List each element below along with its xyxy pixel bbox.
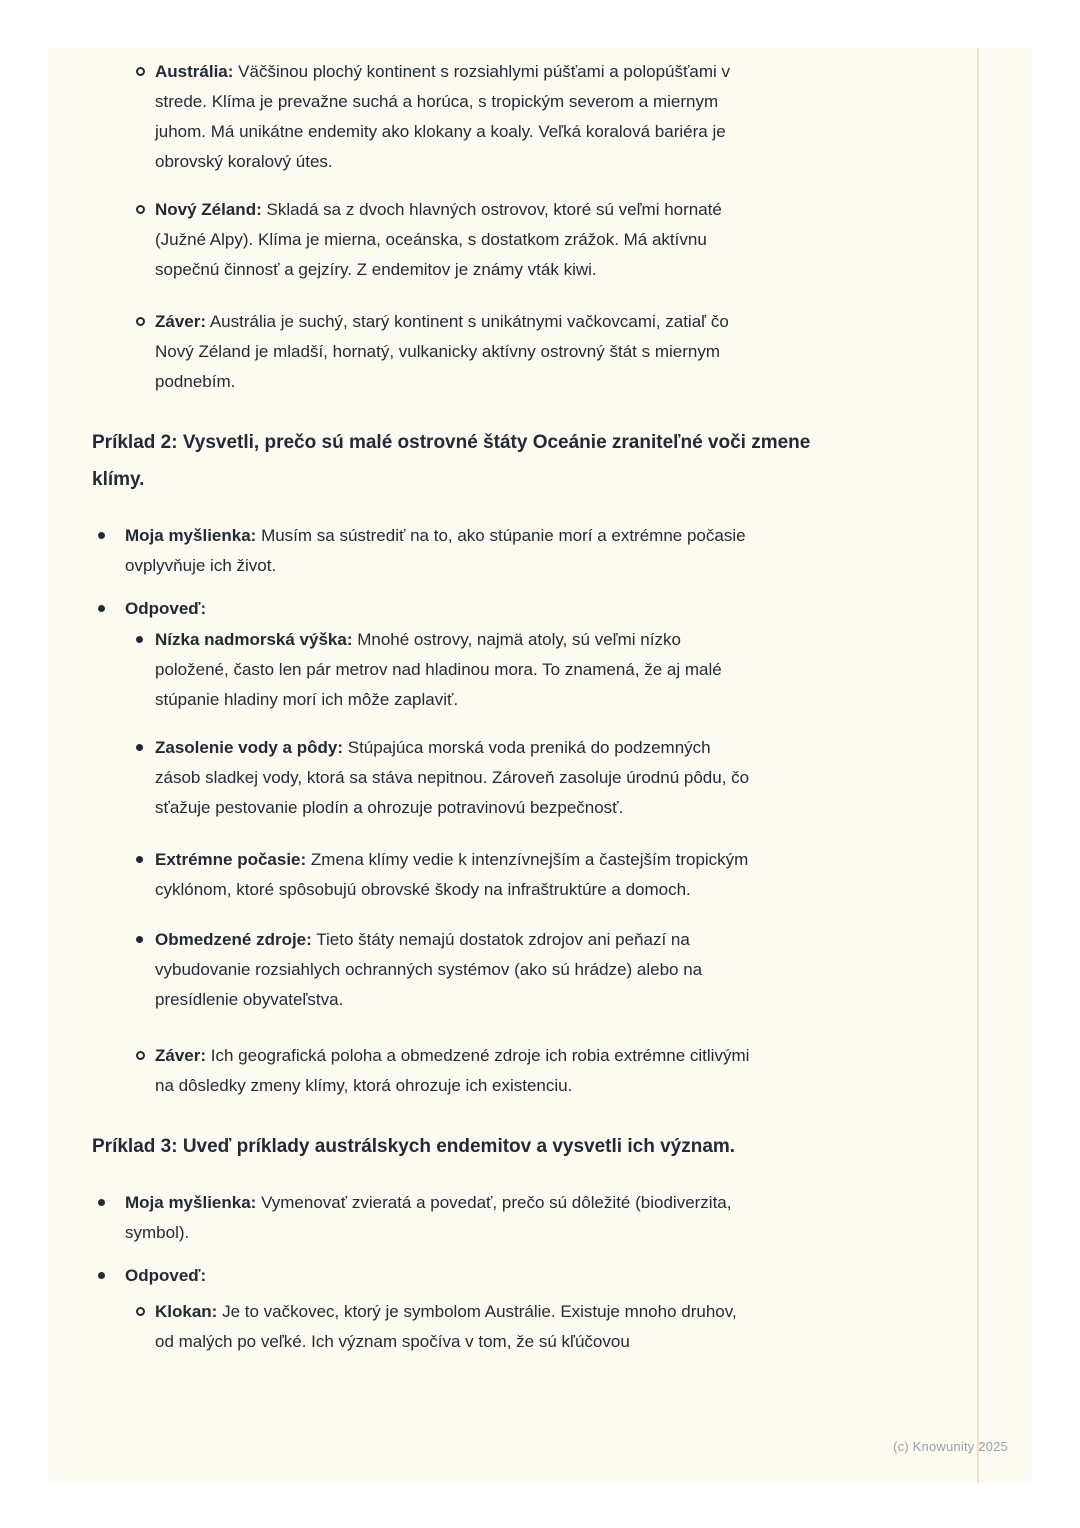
list-item-text — [155, 925, 755, 1015]
list-item-text — [125, 594, 765, 624]
list-item-body: Mnohé ostrovy, najmä atoly, sú veľmi nízko položené, často len pár metrov nad hladinou mora. To znamená, že aj malé stúpanie hladiny morí ich môže zaplaviť. — [155, 630, 722, 709]
bullet-disc-icon — [136, 744, 143, 751]
list-item-label: Zasolenie vody a pôdy: — [155, 738, 343, 757]
list-item-body: Austrália je suchý, starý kontinent s unikátnymi vačkovcami, zatiaľ čo Nový Zéland je mladší, hornatý, vulkanicky aktívny ostrovný štát s miernym podnebím. — [155, 312, 729, 391]
list-item-body: Ich geografická poloha a obmedzené zdroje ich robia extrémne citlivými na dôsledky zmeny klímy, ktorá ohrozuje ich existenciu. — [155, 1046, 750, 1095]
list-item-text — [125, 1261, 765, 1291]
list-item-text — [155, 733, 755, 823]
list-item-label: Nízka nadmorská výška: — [155, 630, 353, 649]
list-item-text — [155, 845, 755, 905]
list-item — [92, 195, 834, 285]
list-item-text — [155, 1041, 755, 1101]
list-item-label: Klokan: — [155, 1302, 218, 1321]
list-item-body: Tieto štáty nemajú dostatok zdrojov ani peňazí na vybudovanie rozsiahlych ochranných systémov (ako sú hrádze) alebo na presídlenie obyvateľstva. — [155, 930, 703, 1009]
list-item-body: Stúpajúca morská voda preniká do podzemných zásob sladkej vody, ktorá sa stáva nepitnou. Zároveň zasoluje úrodnú pôdu, čo sťažuje pestovanie plodín a ohrozuje potravinovú bezpečnosť. — [155, 738, 750, 817]
list-item — [92, 57, 834, 177]
list-item-body: Skladá sa z dvoch hlavných ostrovov, ktoré sú veľmi hornaté (Južné Alpy). Klíma je mierna, oceánska, s dostatkom zrážok. Má aktívnu sopečnú činnosť a gejzíry. Z endemitov je známy vták kiwi. — [155, 200, 722, 279]
list-item-label: Odpoveď: — [125, 1266, 207, 1285]
list-item-label: Odpoveď: — [125, 599, 207, 618]
list-item-label: Obmedzené zdroje: — [155, 930, 312, 949]
bullet-circle-icon — [136, 1051, 145, 1060]
section-heading: Príklad 2: Vysvetli, prečo sú malé ostrovné štáty Oceánie zraniteľné voči zmene klímy. — [92, 432, 811, 490]
list-item-text — [125, 521, 765, 581]
bullet-disc-icon — [98, 532, 105, 539]
list-item-label: Moja myšlienka: — [125, 526, 257, 545]
list-item-label: Moja myšlienka: — [125, 1193, 257, 1212]
note-content — [92, 57, 834, 1357]
section-heading: Príklad 3: Uveď príklady austrálskych endemitov a vysvetli ich význam. — [92, 1136, 736, 1157]
list-item-text — [155, 57, 755, 177]
bullet-disc-icon — [136, 856, 143, 863]
list-item — [92, 1297, 834, 1357]
list-item-text — [155, 625, 755, 715]
list-item-label: Austrália: — [155, 62, 234, 81]
list-item — [92, 845, 834, 905]
list-item-body: Vymenovať zvieratá a povedať, prečo sú dôležité (biodiverzita, symbol). — [125, 1193, 732, 1242]
list-item-text — [155, 307, 755, 397]
list-item-text — [155, 195, 755, 285]
list-item-label: Záver: — [155, 312, 207, 331]
list-item — [92, 521, 834, 581]
bullet-disc-icon — [98, 605, 105, 612]
list-item — [92, 594, 834, 624]
list-item-label: Záver: — [155, 1046, 207, 1065]
list-item-body: Musím sa sústrediť na to, ako stúpanie morí a extrémne počasie ovplyvňuje ich život. — [125, 526, 746, 575]
list-item — [92, 1188, 834, 1248]
list-item — [92, 307, 834, 397]
list-item-body: Je to vačkovec, ktorý je symbolom Austrálie. Existuje mnoho druhov, od malých po veľké. Ich význam spočíva v tom, že sú kľúčovou — [155, 1302, 737, 1351]
bullet-circle-icon — [136, 1307, 145, 1316]
bullet-disc-icon — [136, 936, 143, 943]
list-item-text — [155, 1297, 755, 1357]
list-item-body: Zmena klímy vedie k intenzívnejším a častejším tropickým cyklónom, ktoré spôsobujú obrovské škody na infraštruktúre a domoch. — [155, 850, 749, 899]
list-item-text — [125, 1188, 765, 1248]
bullet-circle-icon — [136, 205, 145, 214]
note-page-card — [48, 48, 1032, 1483]
bullet-disc-icon — [136, 636, 143, 643]
list-item — [92, 925, 834, 1015]
bullet-disc-icon — [98, 1199, 105, 1206]
list-item-body: Väčšinou plochý kontinent s rozsiahlymi púšťami a polopúšťami v strede. Klíma je prevažne suchá a horúca, s tropickým severom a miernym juhom. Má unikátne endemity ako klokany a koaly. Veľká koralová bariéra je obrovský koralový útes. — [155, 62, 730, 171]
list-item — [92, 1041, 834, 1101]
list-item — [92, 625, 834, 715]
list-item — [92, 733, 834, 823]
page-margin-line — [977, 48, 979, 1483]
list-item — [92, 1261, 834, 1291]
bullet-disc-icon — [98, 1272, 105, 1279]
copyright-footer: (c) Knowunity 2025 — [893, 1439, 1008, 1454]
bullet-circle-icon — [136, 67, 145, 76]
list-item-label: Nový Zéland: — [155, 200, 262, 219]
bullet-circle-icon — [136, 317, 145, 326]
list-item-label: Extrémne počasie: — [155, 850, 307, 869]
